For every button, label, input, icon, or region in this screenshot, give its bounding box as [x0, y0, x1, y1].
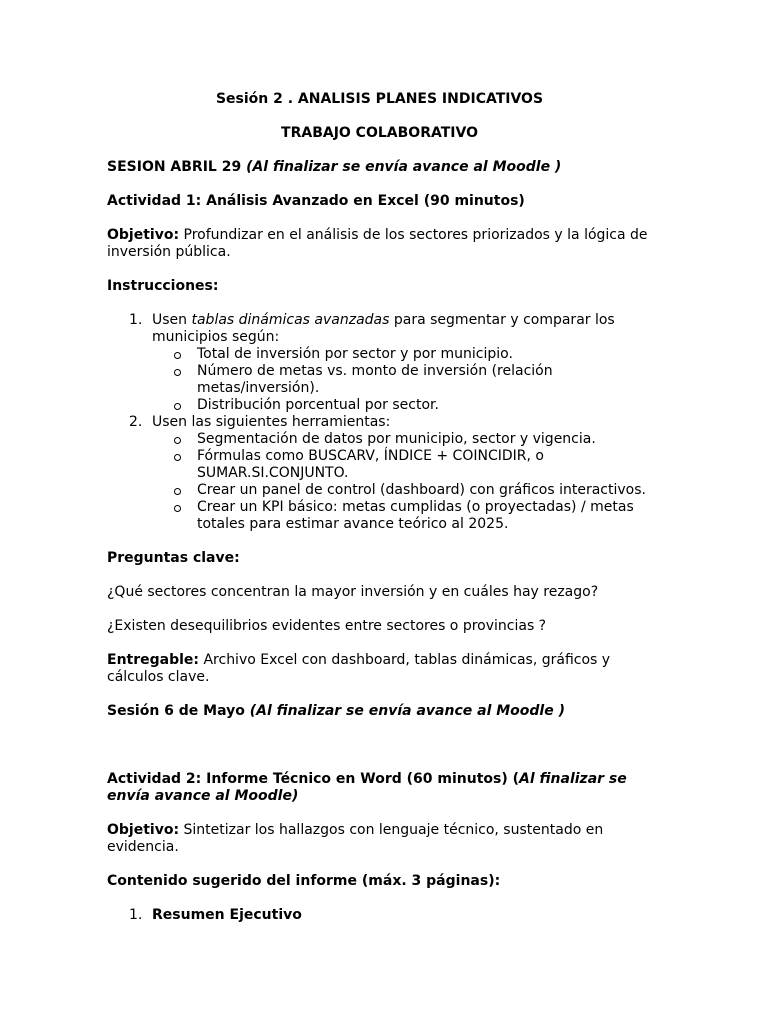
deliverable-text: Archivo Excel con dashboard, tablas dinámicas, gráficos y cálculos clave. [107, 652, 611, 685]
instruction-sublist [107, 431, 652, 533]
instruction-sublist-wrap [107, 431, 652, 533]
instruction-sublist-wrap [107, 346, 652, 414]
sublist-item-text: Distribución porcentual por sector. [197, 397, 439, 413]
objective-1-label: Objetivo: [107, 227, 180, 243]
session-1-heading [107, 159, 652, 176]
bullet-circle-icon [174, 505, 181, 512]
content-item-number: 1. [129, 907, 143, 923]
sublist-item-text: Total de inversión por sector y por municipio. [197, 346, 513, 362]
deliverable-label: Entregable: [107, 652, 200, 668]
content-list [107, 907, 652, 924]
sublist-item-text: Crear un panel de control (dashboard) con gráficos interactivos. [197, 482, 646, 498]
instruction-text-pre: Usen las siguientes herramientas: [152, 414, 391, 430]
instruction-text-post: para segmentar y comparar los municipios según: [152, 312, 615, 345]
activity-2-note: Al finalizar se envía avance al Moodle [107, 771, 627, 804]
sublist-item [107, 499, 652, 533]
objective-2-text: Sintetizar los hallazgos con lenguaje técnico, sustentado en evidencia. [107, 822, 604, 855]
sublist-item [107, 346, 652, 363]
session-2-heading [107, 703, 652, 720]
instruction-number: 2. [129, 414, 143, 430]
activity-2-close: ) [291, 788, 299, 804]
sublist-item-text: Fórmulas como BUSCARV, ÍNDICE + COINCIDIR, o SUMAR.SI.CONJUNTO. [197, 448, 544, 481]
question-2: ¿Existen desequilibrios evidentes entre sectores o provincias ? [107, 618, 547, 634]
content-item [107, 907, 652, 924]
content-item-text: Resumen Ejecutivo [152, 907, 302, 923]
sublist-item-text: Segmentación de datos por municipio, sector y vigencia. [197, 431, 596, 447]
objective-1 [107, 227, 652, 261]
sublist-item [107, 482, 652, 499]
bullet-circle-icon [174, 403, 181, 410]
bullet-circle-icon [174, 437, 181, 444]
sublist-item [107, 448, 652, 482]
sublist-item [107, 363, 652, 397]
bullet-circle-icon [174, 454, 181, 461]
session-2-label: Sesión 6 de Mayo [107, 703, 250, 719]
content-heading: Contenido sugerido del informe (máx. 3 páginas): [107, 873, 501, 889]
instruction-sublist [107, 346, 652, 414]
session-2-note: (Al finalizar se envía avance al Moodle ) [249, 703, 566, 719]
instructions-list [107, 312, 652, 533]
document-title: Sesión 2 . ANALISIS PLANES INDICATIVOS [215, 91, 544, 107]
bullet-circle-icon [174, 488, 181, 495]
bullet-circle-icon [174, 369, 181, 376]
questions-heading: Preguntas clave: [107, 550, 240, 566]
activity-1-heading: Actividad 1: Análisis Avanzado en Excel (90 minutos) [107, 193, 525, 209]
document-body [107, 91, 652, 924]
sublist-item [107, 431, 652, 448]
instructions-heading: Instrucciones: [107, 278, 219, 294]
activity-2-label: Actividad 2: Informe Técnico en Word (60 minutos) ( [107, 771, 520, 787]
bullet-circle-icon [174, 352, 181, 359]
sublist-item-text: Número de metas vs. monto de inversión (relación metas/inversión). [197, 363, 553, 396]
instruction-number: 1. [129, 312, 143, 328]
question-1: ¿Qué sectores concentran la mayor inversión y en cuáles hay rezago? [107, 584, 599, 600]
instruction-text-emphasis: tablas dinámicas avanzadas [191, 312, 390, 328]
sublist-item-text: Crear un KPI básico: metas cumplidas (o proyectadas) / metas totales para estimar avance teórico al 2025. [197, 499, 634, 532]
instruction-item [107, 312, 652, 346]
objective-1-text: Profundizar en el análisis de los sectores priorizados y la lógica de inversión pública. [107, 227, 648, 260]
objective-2 [107, 822, 652, 856]
instruction-text-pre: Usen [152, 312, 192, 328]
session-1-note: (Al finalizar se envía avance al Moodle ) [246, 159, 562, 175]
objective-2-label: Objetivo: [107, 822, 180, 838]
sublist-item [107, 397, 652, 414]
document-subtitle: TRABAJO COLABORATIVO [281, 125, 478, 141]
activity-2-heading [107, 771, 652, 805]
instruction-item [107, 414, 652, 431]
session-1-label: SESION ABRIL 29 [107, 159, 247, 175]
deliverable [107, 652, 652, 686]
